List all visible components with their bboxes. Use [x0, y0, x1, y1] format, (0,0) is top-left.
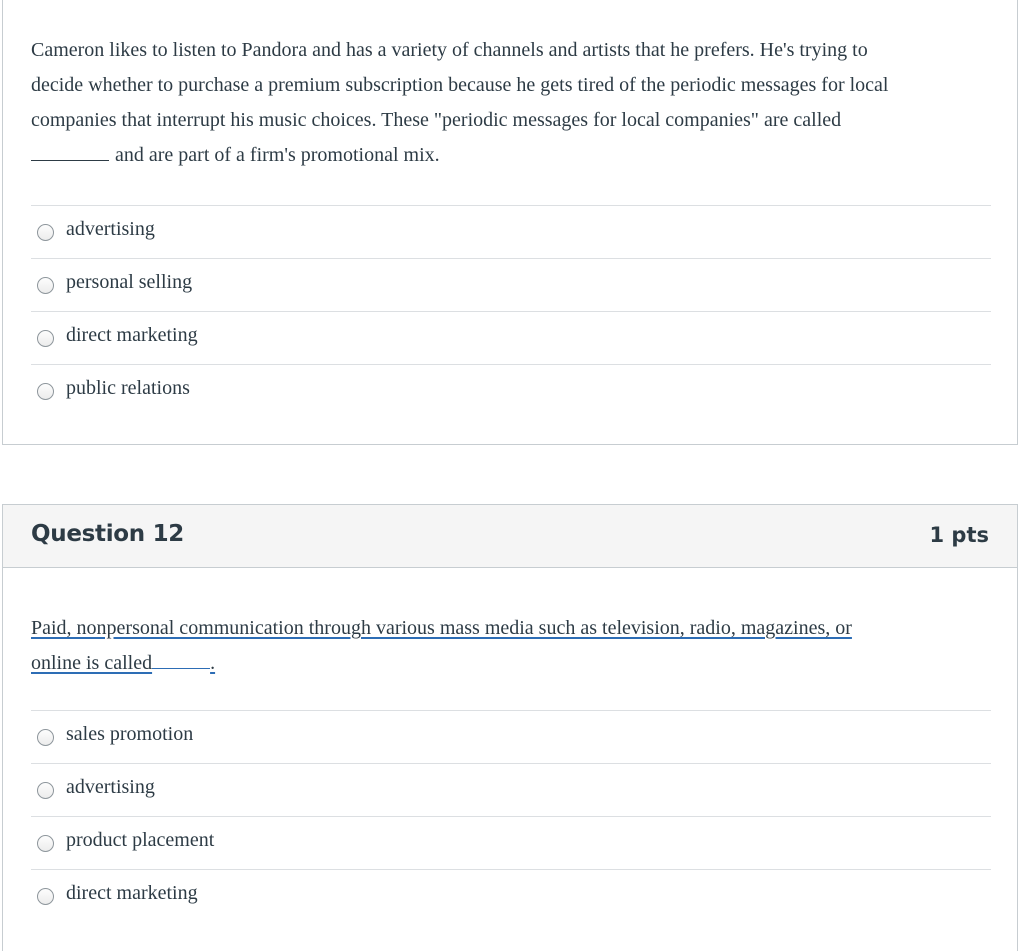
radio-button[interactable]	[37, 383, 54, 400]
radio-button[interactable]	[37, 835, 54, 852]
answer-option[interactable]	[31, 258, 991, 311]
answer-label[interactable]: direct marketing	[66, 882, 198, 904]
answer-label[interactable]: personal selling	[66, 271, 193, 293]
answer-option[interactable]	[31, 816, 991, 869]
answer-option[interactable]	[31, 763, 991, 816]
answer-label[interactable]: advertising	[66, 218, 155, 240]
question-11-line-3: companies that interrupt his music choices. These "periodic messages for local companies" are called	[31, 109, 842, 131]
radio-button[interactable]	[37, 330, 54, 347]
question-11-line-4	[31, 138, 987, 173]
radio-button[interactable]	[37, 224, 54, 241]
question-12-period: .	[210, 652, 216, 674]
question-12-link-line-1: Paid, nonpersonal communication through various mass media such as television, radio, magazines, or	[31, 617, 852, 639]
answer-option[interactable]	[31, 311, 991, 364]
answer-label[interactable]: product placement	[66, 829, 215, 851]
answer-option[interactable]	[31, 710, 991, 763]
question-12-card	[2, 504, 1018, 951]
question-11-text	[31, 33, 987, 173]
question-12-line-1	[31, 611, 987, 646]
radio-button[interactable]	[37, 729, 54, 746]
question-12-line-2	[31, 646, 987, 681]
question-12-text	[31, 611, 987, 681]
question-11-card	[2, 0, 1018, 445]
answer-label[interactable]: public relations	[66, 377, 190, 399]
question-11-line-4-text: and are part of a firm's promotional mix.	[115, 144, 440, 166]
radio-button[interactable]	[37, 782, 54, 799]
answer-blank	[152, 650, 210, 669]
answer-label[interactable]: advertising	[66, 776, 155, 798]
question-11-answers	[31, 205, 991, 417]
answer-option[interactable]	[31, 364, 991, 417]
radio-button[interactable]	[37, 277, 54, 294]
question-title: Question 12	[31, 521, 184, 547]
question-12-answers	[31, 710, 991, 922]
radio-button[interactable]	[37, 888, 54, 905]
answer-label[interactable]: sales promotion	[66, 723, 194, 745]
question-12-link-line-2: online is called	[31, 652, 153, 674]
question-11-line-2: decide whether to purchase a premium subscription because he gets tired of the periodic messages for local	[31, 74, 889, 96]
answer-blank	[31, 142, 109, 161]
question-points: 1 pts	[929, 523, 989, 547]
answer-label[interactable]: direct marketing	[66, 324, 198, 346]
answer-option[interactable]	[31, 869, 991, 922]
question-11-line-1: Cameron likes to listen to Pandora and has a variety of channels and artists that he prefers. He's trying to	[31, 39, 868, 61]
question-12-header	[3, 505, 1017, 568]
answer-option[interactable]	[31, 205, 991, 258]
